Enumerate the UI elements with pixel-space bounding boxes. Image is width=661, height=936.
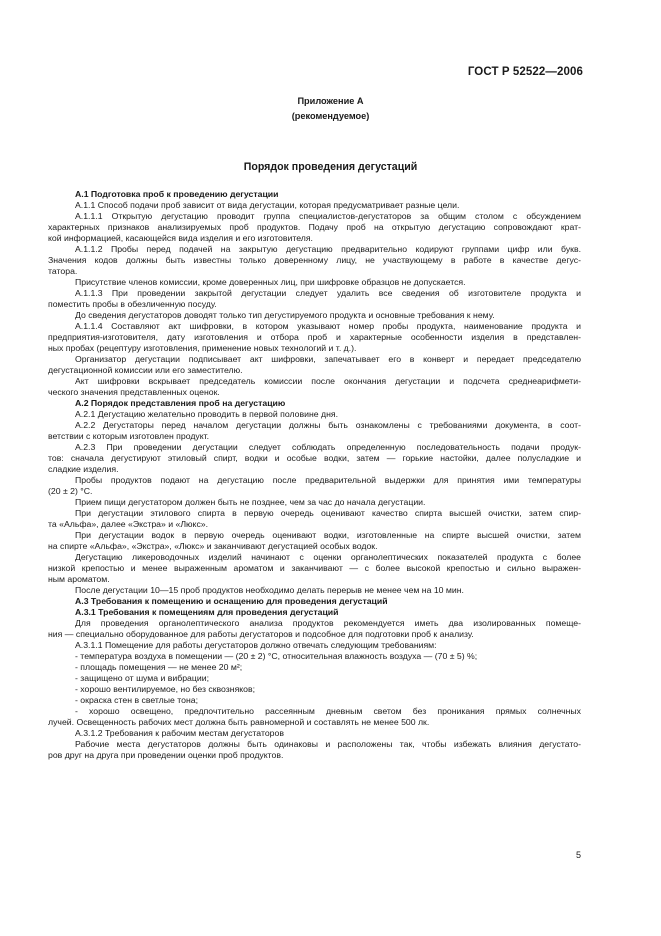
text-line: ров друг на друга при проведении оценки проб продуктов. xyxy=(48,750,284,760)
text-line: сладкие изделия. xyxy=(48,464,119,474)
text-line: дегустационной комиссии или его заместителю. xyxy=(48,365,243,375)
text-line: (20 ± 2) °С. xyxy=(48,486,93,496)
section-heading: А.3.1 Требования к помещениям для проведения дегустаций xyxy=(75,607,339,617)
text-line: А.1.1.1 Открытую дегустацию проводит группа специалистов-дегустаторов за общим столом с обсуждением xyxy=(75,211,581,221)
text-line: кой информацией, касающейся вида изделия и его изготовителя. xyxy=(48,233,313,243)
text-line: ным ароматом. xyxy=(48,574,110,584)
text-line: А.2.2 Дегустаторы перед началом дегустации должны быть ознакомлены с требованиями документа, в соот- xyxy=(75,420,581,430)
text-line: Рабочие места дегустаторов должны быть одинаковы и расположены так, чтобы избежать влияния дегустато- xyxy=(75,739,581,749)
text-line: Прием пищи дегустатором должен быть не позднее, чем за час до начала дегустации. xyxy=(75,497,426,507)
text-line: А.1.1.2 Пробы перед подачей на закрытую дегустацию предварительно кодируют группами цифр или букв. xyxy=(75,244,581,254)
text-line: Организатор дегустации подписывает акт шифровки, запечатывает его в конверт и передает председателю xyxy=(75,354,581,364)
text-line: тов: сначала дегустируют этиловый спирт, водки и особые водки, затем — горькие настойки, далее полусладкие и xyxy=(48,453,581,463)
text-line: татора. xyxy=(48,266,78,276)
text-line: на спирте «Альфа», «Экстра», «Люкс» и заканчивают дегустацией особых водок. xyxy=(48,541,378,551)
text-line: А.3.1.1 Помещение для работы дегустаторов должно отвечать следующим требованиям: xyxy=(75,640,437,650)
text-line: - защищено от шума и вибрации; xyxy=(75,673,209,683)
text-line: Присутствие членов комиссии, кроме доверенных лиц, при шифровке образцов не допускается. xyxy=(75,277,466,287)
text-line: - окраска стен в светлые тона; xyxy=(75,695,198,705)
text-line: Акт шифровки вскрывает председатель комиссии после окончания дегустации и подсчета среднеарифмети- xyxy=(75,376,581,386)
text-line: лучей. Освещенность рабочих мест должна быть равномерной и составлять не менее 500 лк. xyxy=(48,717,430,727)
text-line: А.1.1.4 Составляют акт шифровки, в котором указывают номер пробы продукта, наименование продукта и xyxy=(75,321,581,331)
text-line: ных пробах (рецептуру изготовления, применение новых технологий и т. д.). xyxy=(48,343,357,353)
section-heading: А.1 Подготовка проб к проведению дегустации xyxy=(75,189,279,199)
text-line: А.1.1.3 При проведении закрытой дегустации следует удалить все сведения об изготовителе продукта и xyxy=(75,288,581,298)
text-line: - площадь помещения — не менее 20 м²; xyxy=(75,662,243,672)
text-line: низкой крепостью и менее выраженным ароматом и заканчивают — с более высокой крепостью и сильно выражен- xyxy=(48,563,581,573)
page-number: 5 xyxy=(575,850,581,860)
text-line: После дегустации 10—15 проб продуктов необходимо делать перерыв не менее чем на 10 мин. xyxy=(75,585,464,595)
text-line: Значения кодов должны быть известны только доверенному лицу, не участвующему в работе в качестве дегус- xyxy=(48,255,581,265)
text-line: ния — специально оборудованное для работы дегустаторов и подсобное для подготовки проб к анализу. xyxy=(48,629,474,639)
text-line: А.1.1 Способ подачи проб зависит от вида дегустации, которая предусматривает разные цели. xyxy=(75,200,460,210)
text-line: Для проведения органолептического анализа продуктов рекомендуется иметь два изолированных помеще- xyxy=(75,618,581,628)
text-line: - температура воздуха в помещении — (20 ± 2) °С, относительная влажность воздуха — (70 ± 5) %; xyxy=(75,651,478,661)
text-line: А.2.3 При проведении дегустации следует соблюдать определенную последовательность подачи продук- xyxy=(75,442,581,452)
text-line: А.2.1 Дегустацию желательно проводить в первой половине дня. xyxy=(75,409,338,419)
page-title: Порядок проведения дегустаций xyxy=(243,161,418,173)
text-line: До сведения дегустаторов доводят только тип дегустируемого продукта и основные требования к нему. xyxy=(75,310,495,320)
document-body xyxy=(48,189,581,761)
appendix-status: (рекомендуемое) xyxy=(291,111,370,121)
section-heading: А.3 Требования к помещению и оснащению для проведения дегустаций xyxy=(75,596,388,606)
text-line: та «Альфа», далее «Экстра» и «Люкс». xyxy=(48,519,209,529)
text-line: поместить пробы в обезличенную посуду. xyxy=(48,299,217,309)
text-line: предприятия-изготовителя, дату изготовления и отбора проб и характерные особенности изделия в представлен- xyxy=(48,332,581,342)
text-line: Дегустацию ликероводочных изделий начинают с оценки органолептических показателей продукта с более xyxy=(75,552,581,562)
appendix-title: Приложение А xyxy=(297,96,364,106)
text-line: ческого значения представленных оценок. xyxy=(48,387,220,397)
text-line: - хорошо освещено, предпочтительно рассеянным дневным светом без проникания прямых солнечных xyxy=(75,706,581,716)
text-line: - хорошо вентилируемое, но без сквозняков; xyxy=(75,684,256,694)
text-line: При дегустации этилового спирта в первую очередь оценивают качество спирта высшей очистки, затем спир- xyxy=(75,508,581,518)
text-line: Пробы продуктов подают на дегустацию после предварительной выдержки для принятия ими температуры xyxy=(75,475,581,485)
text-line: А.3.1.2 Требования к рабочим местам дегустаторов xyxy=(75,728,284,738)
text-line: характерных признаков анализируемых проб продуктов. Подачу проб на открытую дегустацию сопровождают крат- xyxy=(48,222,581,232)
text-line: При дегустации водок в первую очередь оценивают водки, изготовленные на спирте высшей очистки, затем xyxy=(75,530,581,540)
standard-code: ГОСТ Р 52522—2006 xyxy=(467,66,583,78)
text-line: ветствии с которым изготовлен продукт. xyxy=(48,431,210,441)
section-heading: А.2 Порядок представления проб на дегустацию xyxy=(75,398,286,408)
